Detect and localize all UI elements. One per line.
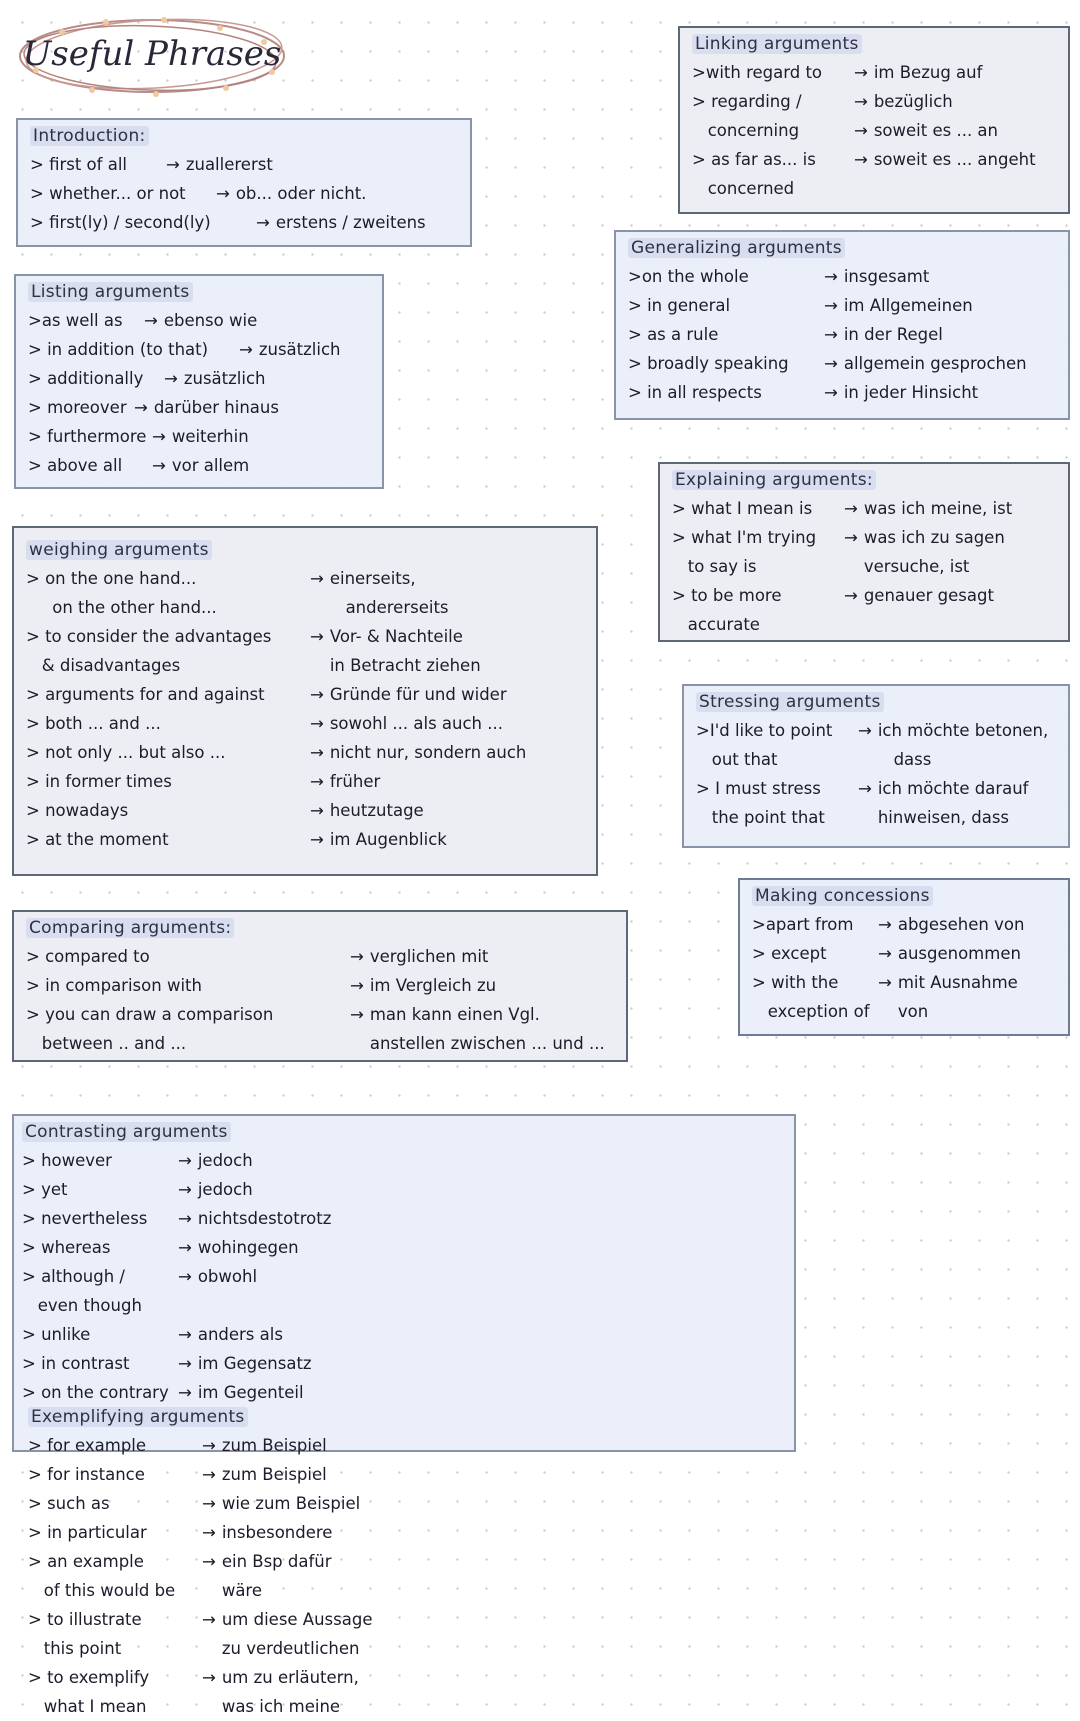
list-item: > on the one hand... → einerseits, xyxy=(26,569,416,588)
list-item: > broadly speaking → allgemein gesprochen xyxy=(628,354,1027,373)
linking-box xyxy=(678,26,1070,214)
list-item: > in general → im Allgemeinen xyxy=(628,296,973,315)
list-item: > regarding / → bezüglich xyxy=(692,92,953,111)
explaining-box xyxy=(658,462,1070,642)
generalizing-heading: Generalizing arguments xyxy=(628,238,1058,258)
list-item: > to be more → genauer gesagt xyxy=(672,586,994,605)
list-item: > both ... and ... → sowohl ... als auch ... xyxy=(26,714,503,733)
list-item: this point zu verdeutlichen xyxy=(28,1639,360,1658)
listing-heading: Listing arguments xyxy=(28,282,372,302)
list-item: > nevertheless → nichtsdestotrotz xyxy=(22,1209,332,1228)
list-item: > moreover → darüber hinaus xyxy=(28,398,279,417)
list-item: > yet → jedoch xyxy=(22,1180,253,1199)
list-item: > on the contrary → im Gegenteil xyxy=(22,1383,304,1402)
list-item: > in comparison with → im Vergleich zu xyxy=(26,976,497,995)
page-title: Useful Phrases xyxy=(22,34,282,74)
list-item: > to illustrate → um diese Aussage xyxy=(28,1610,373,1629)
list-item: > whereas → wohingegen xyxy=(22,1238,299,1257)
comparing-box xyxy=(12,910,628,1062)
weighing-box xyxy=(12,526,598,876)
contrasting-exemplifying-box xyxy=(12,1114,796,1716)
list-item: > in contrast → im Gegensatz xyxy=(22,1354,312,1373)
list-item: > unlike → anders als xyxy=(22,1325,283,1344)
introduction-box xyxy=(16,118,472,247)
list-item: > as a rule → in der Regel xyxy=(628,325,943,344)
list-item: between .. and ... anstellen zwischen ... und ... xyxy=(26,1034,605,1053)
list-item: >I'd like to point → ich möchte betonen, xyxy=(696,721,1049,740)
introduction-heading: Introduction: xyxy=(30,126,460,146)
list-item: exception of von xyxy=(752,1002,929,1021)
list-item: >as well as → ebenso wie xyxy=(28,311,258,330)
list-item: > additionally → zusätzlich xyxy=(28,369,266,388)
list-item: >on the whole → insgesamt xyxy=(628,267,930,286)
stressing-heading: Stressing arguments xyxy=(696,692,1058,712)
list-item: of this would be wäre xyxy=(28,1581,263,1600)
list-item: > as far as... is → soweit es ... angeht xyxy=(692,150,1036,169)
contrasting-column xyxy=(22,1122,402,1407)
list-item: > whether... or not → ob... oder nicht. xyxy=(30,184,367,203)
list-item: > compared to → verglichen mit xyxy=(26,947,489,966)
list-item: >apart from → abgesehen von xyxy=(752,915,1025,934)
list-item: > you can draw a comparison → man kann einen Vgl. xyxy=(26,1005,540,1024)
list-item: >with regard to → im Bezug auf xyxy=(692,63,983,82)
list-item: > an example → ein Bsp dafür xyxy=(28,1552,332,1571)
list-item: > in all respects → in jeder Hinsicht xyxy=(628,383,979,402)
concessions-heading: Making concessions xyxy=(752,886,1058,906)
list-item: > for instance → zum Beispiel xyxy=(28,1465,327,1484)
list-item: accurate xyxy=(672,615,760,634)
list-item: > except → ausgenommen xyxy=(752,944,1021,963)
list-item: > in addition (to that) → zusätzlich xyxy=(28,340,341,359)
contrasting-heading: Contrasting arguments xyxy=(22,1122,402,1142)
list-item: > however → jedoch xyxy=(22,1151,253,1170)
list-item: & disadvantages in Betracht ziehen xyxy=(26,656,481,675)
list-item: > first(ly) / second(ly) → erstens / zweitens xyxy=(30,213,426,232)
list-item: > arguments for and against → Gründe für und wider xyxy=(26,685,507,704)
list-item: > first of all → zuallererst xyxy=(30,155,273,174)
list-item: concerning → soweit es ... an xyxy=(692,121,999,140)
list-item: > for example → zum Beispiel xyxy=(28,1436,327,1455)
list-item: > although / → obwohl xyxy=(22,1267,258,1286)
list-item: > I must stress → ich möchte darauf xyxy=(696,779,1029,798)
list-item: > in former times → früher xyxy=(26,772,381,791)
list-item: > with the → mit Ausnahme xyxy=(752,973,1018,992)
list-item: the point that hinweisen, dass xyxy=(696,808,1010,827)
stressing-box xyxy=(682,684,1070,848)
weighing-heading: weighing arguments xyxy=(26,540,586,560)
list-item: what I mean was ich meine xyxy=(28,1697,341,1716)
list-item: > not only ... but also ... → nicht nur, sondern auch xyxy=(26,743,527,762)
title-logo xyxy=(14,10,290,100)
list-item: > such as → wie zum Beispiel xyxy=(28,1494,361,1513)
list-item: > to exemplify → um zu erläutern, xyxy=(28,1668,359,1687)
list-item: concerned xyxy=(692,179,795,198)
list-item: > what I'm trying → was ich zu sagen xyxy=(672,528,1005,547)
concessions-box xyxy=(738,878,1070,1036)
list-item: > furthermore → weiterhin xyxy=(28,427,249,446)
list-item: to say is versuche, ist xyxy=(672,557,970,576)
list-item: > above all → vor allem xyxy=(28,456,250,475)
exemplifying-heading: Exemplifying arguments xyxy=(28,1407,408,1427)
comparing-heading: Comparing arguments: xyxy=(26,918,616,938)
list-item: > nowadays → heutzutage xyxy=(26,801,424,820)
list-item: out that dass xyxy=(696,750,932,769)
list-item: > at the moment → im Augenblick xyxy=(26,830,447,849)
list-item: > to consider the advantages → Vor- & Nachteile xyxy=(26,627,463,646)
listing-box xyxy=(14,274,384,489)
explaining-heading: Explaining arguments: xyxy=(672,470,1058,490)
list-item: > in particular → insbesondere xyxy=(28,1523,333,1542)
generalizing-box xyxy=(614,230,1070,420)
list-item: on the other hand... andererseits xyxy=(26,598,449,617)
exemplifying-column xyxy=(28,1407,408,1721)
linking-heading: Linking arguments xyxy=(692,34,1058,54)
list-item: even though xyxy=(22,1296,142,1315)
list-item: > what I mean is → was ich meine, ist xyxy=(672,499,1013,518)
